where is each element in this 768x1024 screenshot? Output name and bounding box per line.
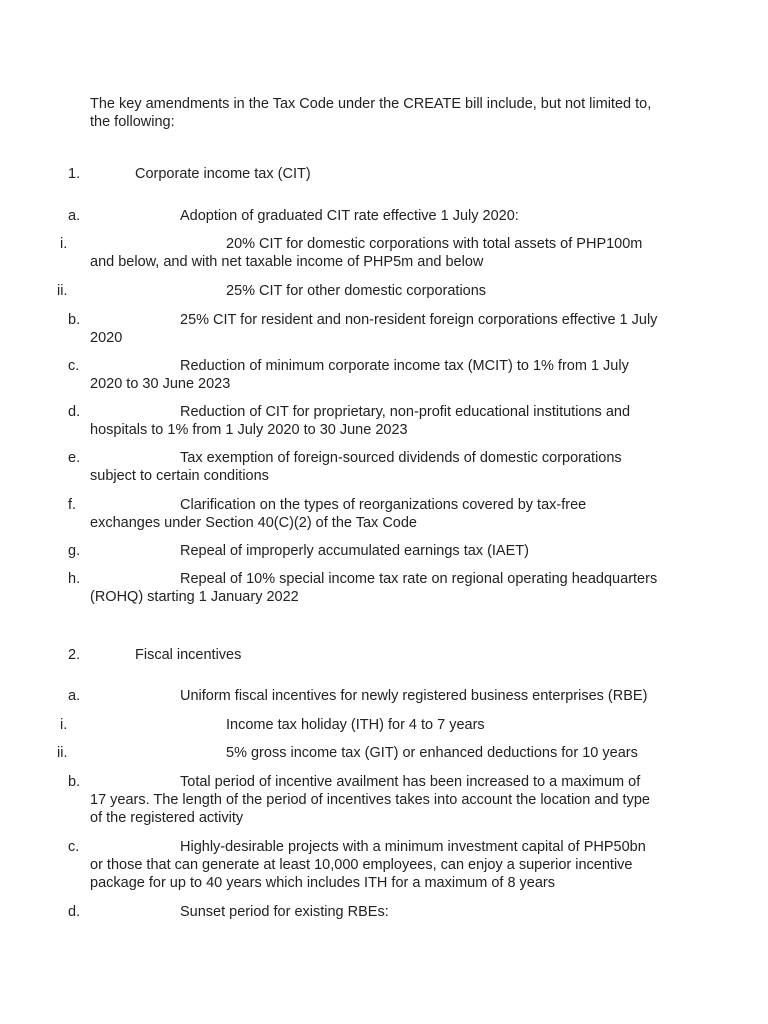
item-marker: a. [68, 208, 81, 224]
item-marker: c. [68, 839, 80, 855]
item-text: 25% CIT for resident and non-resident foreign corporations effective 1 July [180, 312, 658, 328]
item-text: 25% CIT for other domestic corporations [226, 283, 487, 299]
item-text-continued: package for up to 40 years which includes ITH for a maximum of 8 years [90, 875, 556, 891]
item-text: Clarification on the types of reorganizations covered by tax-free [180, 497, 587, 513]
item-marker: b. [68, 774, 81, 790]
item-text: Sunset period for existing RBEs: [180, 904, 389, 920]
section-2-number: 2. [68, 647, 81, 663]
item-text: Reduction of CIT for proprietary, non-profit educational institutions and [180, 404, 631, 420]
item-text: Adoption of graduated CIT rate effective 1 July 2020: [180, 208, 519, 224]
item-marker: a. [68, 688, 81, 704]
intro-line-2: the following: [90, 114, 175, 130]
item-text-continued: 17 years. The length of the period of incentives takes into account the location and type [90, 792, 650, 808]
section-1-number: 1. [68, 166, 81, 182]
item-marker: i. [60, 717, 68, 733]
item-text-continued: subject to certain conditions [90, 468, 269, 484]
item-text: Repeal of 10% special income tax rate on regional operating headquarters [180, 571, 658, 587]
item-text: 5% gross income tax (GIT) or enhanced deductions for 10 years [226, 745, 638, 761]
item-text: Tax exemption of foreign-sourced dividends of domestic corporations [180, 450, 622, 466]
item-text: Repeal of improperly accumulated earnings tax (IAET) [180, 543, 529, 559]
item-marker: ii. [57, 745, 68, 761]
item-text-continued: 2020 to 30 June 2023 [90, 376, 231, 392]
item-text: Reduction of minimum corporate income tax (MCIT) to 1% from 1 July [180, 358, 629, 374]
item-text-continued: or those that can generate at least 10,000 employees, can enjoy a superior incentive [90, 857, 633, 873]
section-2-heading: Fiscal incentives [135, 647, 242, 663]
item-marker: e. [68, 450, 81, 466]
item-marker: ii. [57, 283, 68, 299]
item-text-continued: 2020 [90, 330, 123, 346]
item-text: 20% CIT for domestic corporations with total assets of PHP100m [226, 236, 643, 252]
item-marker: c. [68, 358, 80, 374]
item-text: Income tax holiday (ITH) for 4 to 7 years [226, 717, 485, 733]
item-text: Uniform fiscal incentives for newly registered business enterprises (RBE) [180, 688, 648, 704]
item-marker: g. [68, 543, 81, 559]
item-text-continued: and below, and with net taxable income of PHP5m and below [90, 254, 484, 270]
item-text: Total period of incentive availment has been increased to a maximum of [180, 774, 641, 790]
item-marker: b. [68, 312, 81, 328]
item-marker: i. [60, 236, 68, 252]
item-marker: d. [68, 404, 81, 420]
intro-line-1: The key amendments in the Tax Code under the CREATE bill include, but not limited to, [90, 96, 652, 112]
item-text-continued: (ROHQ) starting 1 January 2022 [90, 589, 299, 605]
item-marker: d. [68, 904, 81, 920]
item-text: Highly-desirable projects with a minimum investment capital of PHP50bn [180, 839, 646, 855]
section-1-heading: Corporate income tax (CIT) [135, 166, 311, 182]
item-text-continued: exchanges under Section 40(C)(2) of the Tax Code [90, 515, 417, 531]
item-text-continued: of the registered activity [90, 810, 244, 826]
item-marker: h. [68, 571, 81, 587]
item-text-continued: hospitals to 1% from 1 July 2020 to 30 June 2023 [90, 422, 408, 438]
item-marker: f. [68, 497, 77, 513]
